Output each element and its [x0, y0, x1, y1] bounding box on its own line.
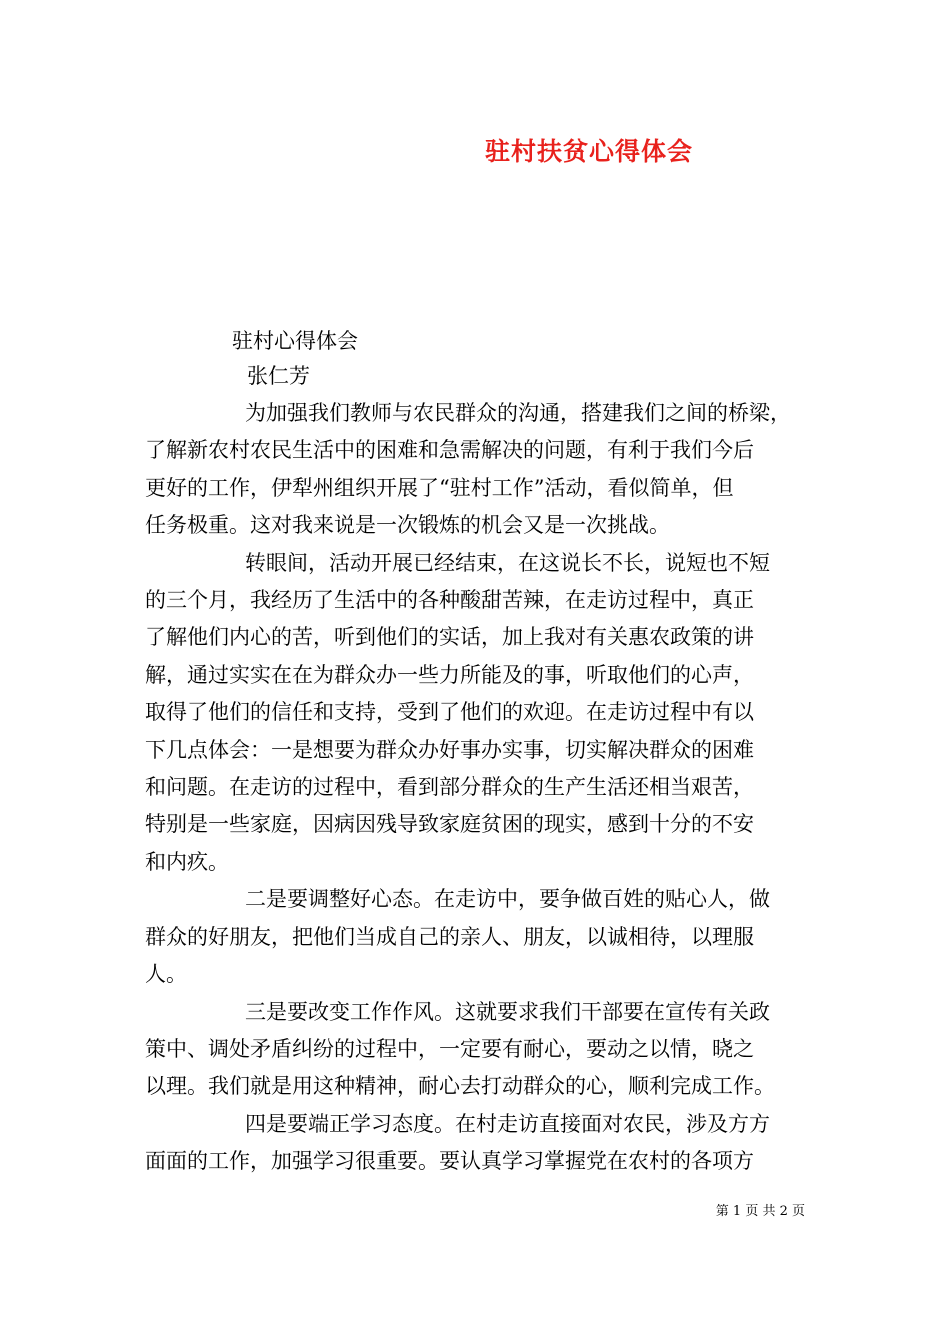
text-line: 策中、调处矛盾纠纷的过程中，一定要有耐心，要动之以情，晓之 [145, 1036, 754, 1061]
author-name: 张仁芳 [247, 364, 310, 388]
text-line: 转眼间，活动开展已经结束，在这说长不长，说短也不短 [245, 550, 770, 575]
text-line: 为加强我们教师与农民群众的沟通，搭建我们之间的桥梁， [245, 401, 791, 425]
text-line: 了解他们内心的苦，听到他们的实话，加上我对有关惠农政策的讲 [145, 625, 754, 650]
text-line: 三是要改变工作作风。这就要求我们干部要在宣传有关政 [245, 999, 770, 1024]
paragraph [145, 881, 813, 993]
text-line: 以理。我们就是用这种精神，耐心去打动群众的心，顺利完成工作。 [145, 1074, 775, 1099]
text-line: 解，通过实实在在为群众办一些力所能及的事，听取他们的心声， [145, 662, 754, 687]
text-line: 特别是一些家庭，因病因残导致家庭贫困的现实，感到十分的不安 [145, 812, 754, 837]
text-line: 取得了他们的信任和支持，受到了他们的欢迎。在走访过程中有以 [145, 700, 754, 725]
text-line: 下几点体会：一是想要为群众办好事办实事，切实解决群众的困难 [145, 737, 754, 762]
sub-heading: 驻村心得体会 [232, 329, 358, 353]
page-title: 驻村扶贫心得体会 [484, 137, 693, 166]
text-line: 和问题。在走访的过程中，看到部分群众的生产生活还相当艰苦， [145, 775, 754, 800]
text-line: 人。 [145, 962, 187, 987]
paragraph [145, 994, 813, 1106]
text-line: 更好的工作，伊犁州组织开展了“驻村工作”活动，看似简单，但 [145, 475, 734, 500]
text-line: 面面的工作，加强学习很重要。要认真学习掌握党在农村的各项方 [145, 1149, 754, 1174]
paragraph [145, 395, 813, 545]
paragraph [145, 1106, 813, 1181]
page-footer: 第 1 页 共 2 页 [715, 1204, 805, 1219]
paragraph [145, 545, 813, 882]
text-line: 了解新农村农民生活中的困难和急需解决的问题，有利于我们今后 [145, 438, 754, 463]
text-line: 四是要端正学习态度。在村走访直接面对农民，涉及方方 [245, 1111, 770, 1136]
text-line: 任务极重。这对我来说是一次锻炼的机会又是一次挑战。 [145, 513, 670, 538]
text-line: 和内疚。 [145, 849, 229, 874]
text-line: 的三个月，我经历了生活中的各种酸甜苦辣，在走访过程中，真正 [145, 588, 754, 613]
text-line: 二是要调整好心态。在走访中，要争做百姓的贴心人，做 [245, 887, 770, 912]
body-text [145, 395, 813, 1181]
text-line: 群众的好朋友，把他们当成自己的亲人、朋友，以诚相待，以理服 [145, 924, 754, 949]
